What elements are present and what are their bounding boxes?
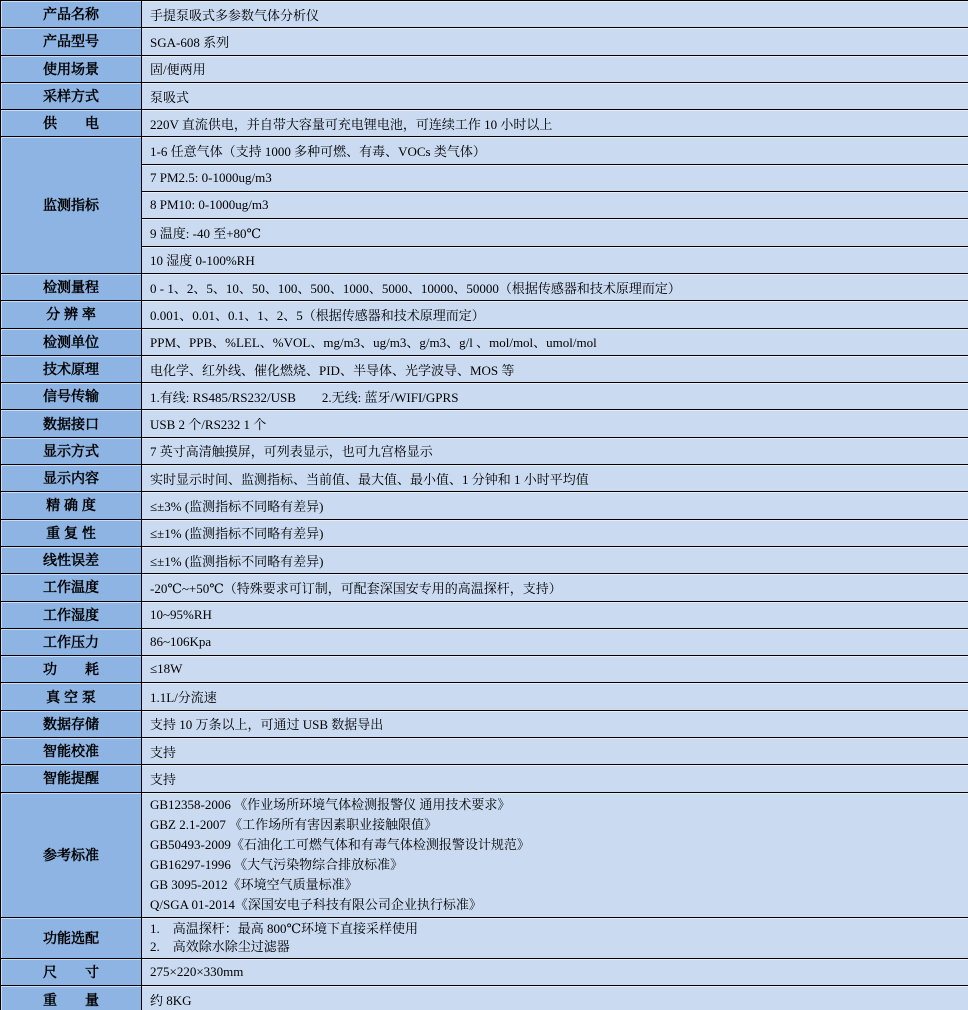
spec-value-line: GBZ 2.1-2007 《工作场所有害因素职业接触限值》 <box>150 816 438 832</box>
spec-value: 8 PM10: 0-1000ug/m3 <box>142 192 968 219</box>
spec-label: 数据接口 <box>1 410 142 437</box>
spec-value: 电化学、红外线、催化燃烧、PID、半导体、光学波导、MOS 等 <box>142 355 968 382</box>
spec-value: 86~106Kpa <box>142 628 968 655</box>
spec-value: 10~95%RH <box>142 601 968 628</box>
spec-label: 技术原理 <box>1 355 142 382</box>
spec-label: 显示方式 <box>1 437 142 464</box>
spec-value: 275×220×330mm <box>142 959 968 986</box>
spec-label: 线性误差 <box>1 546 142 573</box>
spec-label: 工作湿度 <box>1 601 142 628</box>
spec-label: 功能选配 <box>1 918 142 959</box>
spec-label: 分 辨 率 <box>1 301 142 328</box>
spec-row <box>1 574 968 601</box>
spec-label: 产品型号 <box>1 28 142 55</box>
spec-value: 0.001、0.01、0.1、1、2、5（根据传感器和技术原理而定） <box>142 301 968 328</box>
spec-row <box>1 110 968 137</box>
spec-label: 智能校准 <box>1 738 142 765</box>
spec-label: 功 耗 <box>1 656 142 683</box>
spec-row <box>1 986 968 1010</box>
spec-row <box>1 164 968 191</box>
spec-value: 1.有线: RS485/RS232/USB 2.无线: 蓝牙/WIFI/GPRS <box>142 383 968 410</box>
spec-label: 信号传输 <box>1 383 142 410</box>
spec-row <box>1 1 968 28</box>
spec-value-line: Q/SGA 01-2014《深国安电子科技有限公司企业执行标准》 <box>150 897 482 913</box>
spec-label: 检测单位 <box>1 328 142 355</box>
spec-value: 220V 直流供电，并自带大容量可充电锂电池，可连续工作 10 小时以上 <box>142 110 968 137</box>
spec-label: 供 电 <box>1 110 142 137</box>
spec-row <box>1 55 968 82</box>
spec-value: ≤±1% (监测指标不同略有差异) <box>142 519 968 546</box>
spec-value: PPM、PPB、%LEL、%VOL、mg/m3、ug/m3、g/m3、g/l 、mol/mol、umol/mol <box>142 328 968 355</box>
spec-value: USB 2 个/RS232 1 个 <box>142 410 968 437</box>
spec-label: 重 复 性 <box>1 519 142 546</box>
spec-label: 精 确 度 <box>1 492 142 519</box>
spec-row <box>1 465 968 492</box>
spec-value <box>142 918 968 959</box>
spec-row <box>1 519 968 546</box>
spec-row <box>1 246 968 273</box>
spec-row <box>1 82 968 109</box>
spec-table-body <box>1 1 968 1010</box>
spec-row <box>1 628 968 655</box>
spec-value-line: GB50493-2009《石油化工可燃气体和有毒气体检测报警设计规范》 <box>150 836 530 852</box>
spec-value: 手提泵吸式多参数气体分析仪 <box>142 1 968 28</box>
spec-label: 智能提醒 <box>1 765 142 792</box>
spec-value: 约 8KG <box>142 986 968 1010</box>
spec-label: 工作压力 <box>1 628 142 655</box>
spec-row <box>1 137 968 164</box>
spec-value: 0 - 1、2、5、10、50、100、500、1000、5000、10000、50000（根据传感器和技术原理而定） <box>142 273 968 300</box>
spec-row <box>1 792 968 918</box>
spec-value: ≤18W <box>142 656 968 683</box>
spec-row <box>1 918 968 959</box>
spec-row <box>1 328 968 355</box>
spec-value: ≤±1% (监测指标不同略有差异) <box>142 546 968 573</box>
spec-row <box>1 301 968 328</box>
spec-label: 使用场景 <box>1 55 142 82</box>
spec-label: 采样方式 <box>1 82 142 109</box>
spec-label: 参考标准 <box>1 792 142 918</box>
spec-label: 监测指标 <box>1 137 142 273</box>
spec-row <box>1 410 968 437</box>
spec-row <box>1 601 968 628</box>
spec-value-line: GB12358-2006 《作业场所环境气体检测报警仪 通用技术要求》 <box>150 796 511 812</box>
spec-value: 泵吸式 <box>142 82 968 109</box>
spec-value: 9 温度: -40 至+80℃ <box>142 219 968 246</box>
spec-value: 支持 <box>142 738 968 765</box>
spec-row <box>1 710 968 737</box>
spec-row <box>1 219 968 246</box>
spec-row <box>1 656 968 683</box>
spec-value <box>142 792 968 918</box>
spec-value: -20℃~+50℃（特殊要求可订制，可配套深国安专用的高温探杆，支持） <box>142 574 968 601</box>
spec-row <box>1 738 968 765</box>
spec-label: 产品名称 <box>1 1 142 28</box>
spec-value: 7 PM2.5: 0-1000ug/m3 <box>142 164 968 191</box>
spec-row <box>1 546 968 573</box>
spec-row <box>1 437 968 464</box>
spec-row <box>1 959 968 986</box>
spec-value: 7 英寸高清触摸屏，可列表显示，也可九宫格显示 <box>142 437 968 464</box>
spec-value: 1.1L/分流速 <box>142 683 968 710</box>
spec-value: 实时显示时间、监测指标、当前值、最大值、最小值、1 分钟和 1 小时平均值 <box>142 465 968 492</box>
spec-label: 真 空 泵 <box>1 683 142 710</box>
spec-value-line: GB16297-1996 《大气污染物综合排放标准》 <box>150 856 404 872</box>
spec-value: SGA-608 系列 <box>142 28 968 55</box>
spec-row <box>1 192 968 219</box>
spec-row <box>1 28 968 55</box>
spec-label: 工作温度 <box>1 574 142 601</box>
spec-label: 数据存储 <box>1 710 142 737</box>
spec-row <box>1 683 968 710</box>
spec-label: 显示内容 <box>1 465 142 492</box>
spec-row <box>1 273 968 300</box>
spec-value-line: GB 3095-2012《环境空气质量标准》 <box>150 876 358 892</box>
spec-value: 支持 10 万条以上，可通过 USB 数据导出 <box>142 710 968 737</box>
spec-value: 固/便两用 <box>142 55 968 82</box>
spec-row <box>1 383 968 410</box>
spec-value-line: 1. 高温探杆：最高 800℃环境下直接采样使用 <box>150 921 419 937</box>
spec-value: 1-6 任意气体（支持 1000 多种可燃、有毒、VOCs 类气体） <box>142 137 968 164</box>
spec-value: 支持 <box>142 765 968 792</box>
spec-value: ≤±3% (监测指标不同略有差异) <box>142 492 968 519</box>
spec-row <box>1 355 968 382</box>
spec-label: 尺 寸 <box>1 959 142 986</box>
spec-label: 检测量程 <box>1 273 142 300</box>
spec-value-line: 2. 高效除水除尘过滤器 <box>150 939 290 955</box>
spec-row <box>1 492 968 519</box>
spec-label: 重 量 <box>1 986 142 1010</box>
spec-row <box>1 765 968 792</box>
spec-value: 10 湿度 0-100%RH <box>142 246 968 273</box>
